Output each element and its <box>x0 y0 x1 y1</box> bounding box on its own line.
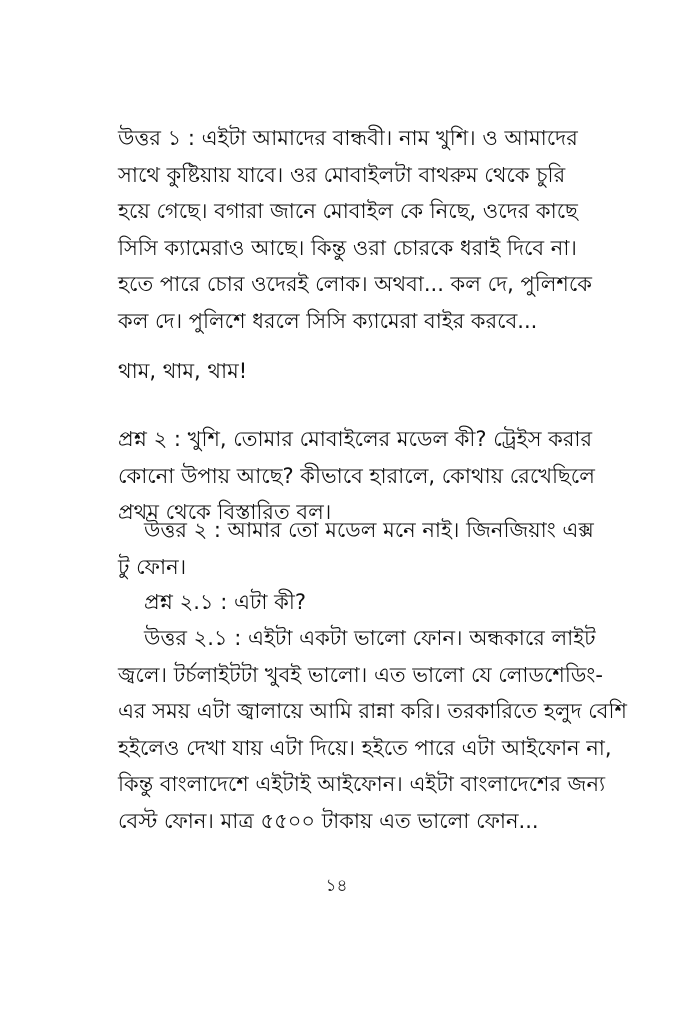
text-line: জ্বলে। টর্চলাইটটা খুবই ভালো। এত ভালো যে লোডশেডিং- <box>118 662 603 687</box>
text-line: সিসি ক্যামেরাও আছে। কিন্তু ওরা চোরকে ধরাই দিবে না। <box>118 235 577 260</box>
text-line: টু ফোন। <box>118 554 187 579</box>
text-line: থাম, থাম, থাম! <box>118 359 248 383</box>
paragraph-interjection <box>118 353 558 390</box>
text-line: কিন্তু বাংলাদেশে এইটাই আইফোন। এইটা বাংলাদেশের জন্য <box>118 772 606 796</box>
paragraph-answer-2 <box>118 512 594 585</box>
paragraph-answer-2-1 <box>118 620 627 839</box>
paragraph-question-2-1 <box>118 584 558 621</box>
text-line: প্রথম থেকে বিস্তারিত বল। <box>118 500 332 524</box>
text-line: কোনো উপায় আছে? কীভাবে হারালে, কোথায় রেখেছিলে <box>118 463 595 488</box>
paragraph-answer-1 <box>118 120 592 339</box>
text-line: উত্তর ১ : এইটা আমাদের বান্ধবী। নাম খুশি। ও আমাদের <box>118 126 578 150</box>
text-line: এর সময় এটা জ্বালায়ে আমি রান্না করি। তরকারিতে হলুদ বেশি <box>118 699 627 723</box>
text-line: প্রশ্ন ২.১ : এটা কী? <box>144 590 306 614</box>
text-line: প্রশ্ন ২ : খুশি, তোমার মোবাইলের মডেল কী? ট্রেইস করার <box>118 427 593 451</box>
text-line: উত্তর ২.১ : এইটা একটা ভালো ফোন। অন্ধকারে লাইট <box>144 626 596 650</box>
text-line: হইলেও দেখা যায় এটা দিয়ে। হইতে পারে এটা আইফোন না, <box>118 735 612 760</box>
text-line: উত্তর ২ : আমার তো মডেল মনে নাই। জিনজিয়াং এক্স <box>144 518 594 542</box>
text-line: কল দে। পুলিশে ধরলে সিসি ক্যামেরা বাইর করবে... <box>118 308 538 333</box>
text-line: সাথে কুষ্টিয়ায় যাবে। ওর মোবাইলটা বাথরুম থেকে চুরি <box>118 162 566 187</box>
page-number: ১৪ <box>325 876 348 896</box>
text-line: বেস্ট ফোন। মাত্র ৫৫০০ টাকায় এত ভালো ফোন... <box>118 808 539 833</box>
text-line: হয়ে গেছে। বগারা জানে মোবাইল কে নিছে, ওদের কাছে <box>118 199 578 223</box>
text-line: হতে পারে চোর ওদেরই লোক। অথবা... কল দে, পুলিশকে <box>118 272 592 296</box>
